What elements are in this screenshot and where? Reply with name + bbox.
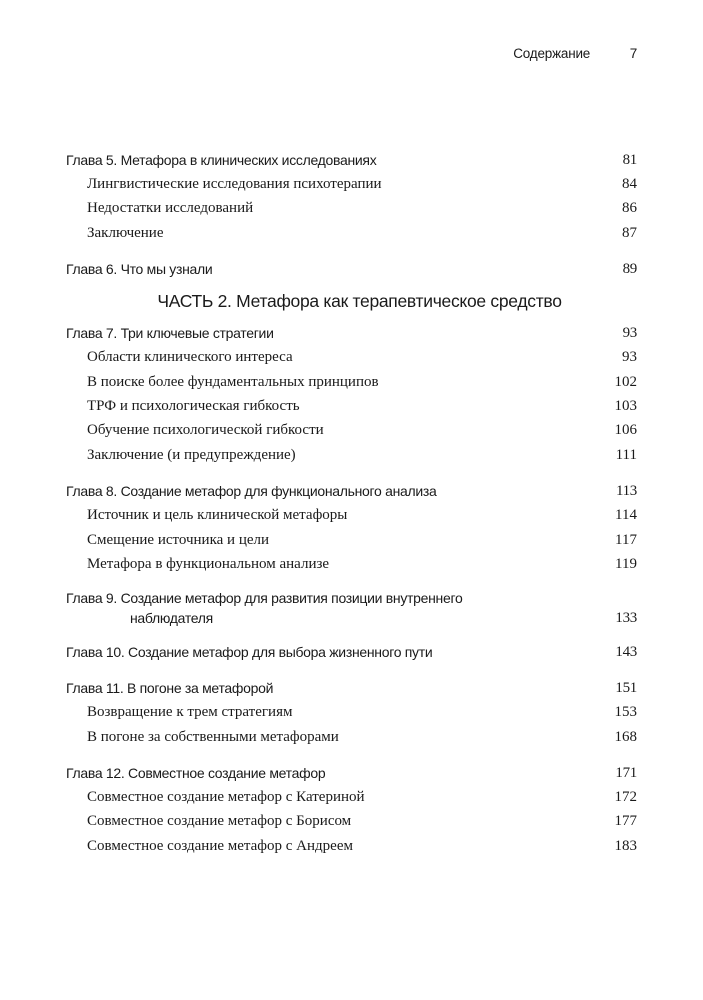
toc-section <box>66 196 637 220</box>
toc-page-number: 102 <box>614 373 637 390</box>
toc-page-number: 84 <box>622 175 637 192</box>
toc-section-title: Недостатки исследований <box>87 200 254 217</box>
toc-page-number: 93 <box>622 349 637 366</box>
toc-section <box>66 172 637 196</box>
toc-chapter-title-line-2: наблюдателя <box>130 610 213 627</box>
toc-section-title: Лингвистические исследования психотерапии <box>87 175 382 192</box>
toc-chapter-title <box>66 588 462 628</box>
toc-section-title: Совместное создание метафор с Катериной <box>87 789 365 806</box>
toc-page-number: 183 <box>614 837 637 854</box>
toc-chapter-12 <box>66 761 637 785</box>
toc-page-number: 117 <box>615 531 637 548</box>
toc-section <box>66 503 637 527</box>
running-header-title: Содержание <box>513 46 591 61</box>
toc-chapter-title: Глава 7. Три ключевые стратегии <box>66 325 274 342</box>
toc-page-number: 81 <box>622 152 637 168</box>
toc-section-title: Заключение (и предупреждение) <box>87 446 296 463</box>
toc-chapter-title: Глава 10. Создание метафор для выбора жизненного пути <box>66 644 433 661</box>
toc-chapter-title: Глава 8. Создание метафор для функционального анализа <box>66 483 437 500</box>
toc-section <box>66 552 637 576</box>
toc-section <box>66 370 637 394</box>
toc-page-number: 153 <box>614 704 637 721</box>
running-header <box>513 46 637 61</box>
toc-section <box>66 700 637 724</box>
toc-section <box>66 809 637 833</box>
toc-section <box>66 725 637 749</box>
toc-chapter-title: Глава 5. Метафора в клинических исследованиях <box>66 152 377 168</box>
toc-section-title: Заключение <box>87 224 164 241</box>
toc-page-number: 113 <box>615 483 637 500</box>
toc-page-number: 171 <box>615 765 637 782</box>
toc-chapter-5 <box>66 148 637 172</box>
running-header-page-number: 7 <box>629 46 637 61</box>
toc-part-2-heading: ЧАСТЬ 2. Метафора как терапевтическое средство <box>157 291 562 312</box>
toc-section <box>66 443 637 467</box>
toc-section <box>66 345 637 369</box>
table-of-contents <box>66 148 637 858</box>
toc-chapter-title: Глава 12. Совместное создание метафор <box>66 765 326 782</box>
toc-chapter-11 <box>66 676 637 700</box>
toc-section-title: Обучение психологической гибкости <box>87 422 324 439</box>
toc-page-number: 172 <box>614 789 637 806</box>
toc-chapter-6 <box>66 257 637 281</box>
toc-page-number: 103 <box>614 397 637 414</box>
toc-page-number: 111 <box>615 446 637 463</box>
toc-page-number: 133 <box>615 610 637 627</box>
toc-section <box>66 785 637 809</box>
toc-page-number: 151 <box>615 680 637 697</box>
toc-section <box>66 418 637 442</box>
toc-section <box>66 394 637 418</box>
toc-page-number: 168 <box>614 728 637 745</box>
toc-chapter-8 <box>66 479 637 503</box>
toc-section-title: В погоне за собственными метафорами <box>87 728 339 745</box>
toc-section-title: В поиске более фундаментальных принципов <box>87 373 379 390</box>
toc-section-title: Области клинического интереса <box>87 349 293 366</box>
toc-page-number: 106 <box>614 422 637 439</box>
toc-chapter-10 <box>66 640 637 664</box>
toc-chapter-title: Глава 11. В погоне за метафорой <box>66 680 274 697</box>
toc-chapter-title-line-1: Глава 9. Создание метафор для развития позиции внутреннего <box>66 590 463 607</box>
toc-section-title: Возвращение к трем стратегиям <box>87 704 293 721</box>
toc-section-title: Смещение источника и цели <box>87 531 270 548</box>
toc-page-number: 93 <box>622 325 637 342</box>
toc-section-title: Совместное создание метафор с Андреем <box>87 837 353 854</box>
toc-section <box>66 221 637 245</box>
toc-section-title: Источник и цель клинической метафоры <box>87 507 348 524</box>
toc-chapter-title: Глава 6. Что мы узнали <box>66 261 213 278</box>
toc-section <box>66 834 637 858</box>
toc-page-number: 114 <box>615 507 637 524</box>
toc-section-title: Совместное создание метафор с Борисом <box>87 813 352 830</box>
toc-page-number: 143 <box>615 644 637 661</box>
toc-page-number: 177 <box>614 813 637 830</box>
toc-page-number: 86 <box>622 200 637 217</box>
toc-section <box>66 528 637 552</box>
toc-section-title: ТРФ и психологическая гибкость <box>87 397 300 414</box>
toc-page-number: 89 <box>622 261 637 278</box>
toc-page-number: 119 <box>615 555 637 572</box>
toc-section-title: Метафора в функциональном анализе <box>87 555 330 572</box>
toc-chapter-7 <box>66 321 637 345</box>
toc-page-number: 87 <box>622 224 637 241</box>
toc-chapter-9 <box>66 588 637 628</box>
